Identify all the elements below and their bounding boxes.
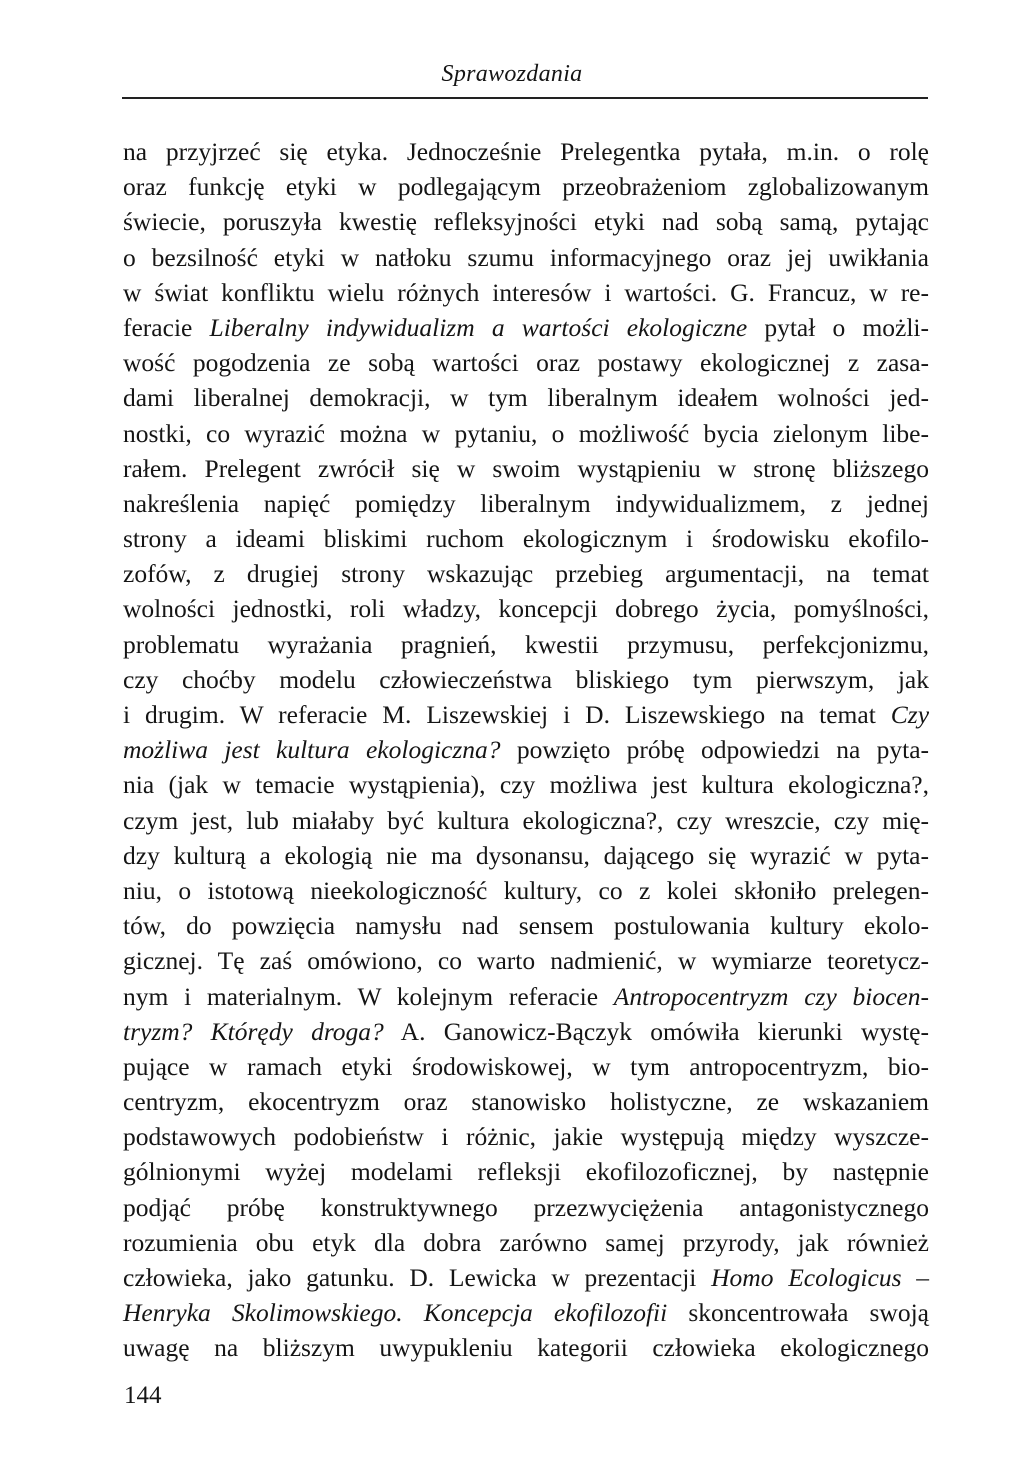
- text-segment: pytał o możli-: [747, 312, 930, 342]
- text-line: [123, 1295, 929, 1330]
- text-segment: oraz funkcję etyki w podlegającym przeobrażeniom zglobalizowanym: [123, 172, 929, 202]
- text-segment: świecie, poruszyła kwestię refleksyjności etyki nad sobą samą, pytając: [123, 207, 929, 237]
- text-line: [123, 1154, 929, 1189]
- text-line: [123, 1190, 929, 1225]
- text-segment: zofów, z drugiej strony wskazując przebieg argumentacji, na temat: [123, 559, 929, 589]
- running-head: Sprawozdania: [441, 61, 583, 87]
- text-line: [123, 1260, 929, 1295]
- text-segment: nia (jak w temacie wystąpienia), czy możliwa jest kultura ekologiczna?,: [123, 770, 929, 800]
- text-line: [123, 1330, 929, 1365]
- text-segment: czym jest, lub miałaby być kultura ekologiczna?, czy wreszcie, czy mię-: [123, 805, 929, 835]
- text-segment: nym i materialnym. W kolejnym referacie: [123, 981, 614, 1011]
- text-line: [123, 979, 929, 1014]
- text-segment: i drugim. W referacie M. Liszewskiej i D. Liszewskiego na temat: [123, 700, 891, 729]
- text-line: [123, 240, 929, 275]
- text-line: [123, 908, 929, 943]
- page-number: 144: [124, 1382, 162, 1409]
- text-segment: na przyjrzeć się etyka. Jednocześnie Prelegentka pytała, m.in. o rolę: [123, 137, 929, 166]
- header-rule: [122, 97, 928, 99]
- text-segment: powzięto próbę odpowiedzi na pyta-: [500, 735, 930, 765]
- text-line: [123, 451, 929, 486]
- italic-title-segment: Homo Ecologicus –: [711, 1263, 929, 1292]
- text-segment: nakreślenia napięć pomiędzy liberalnym indywidualizmem, z jednej: [123, 488, 930, 518]
- text-line: [123, 345, 929, 380]
- text-segment: dami liberalnej demokracji, w tym liberalnym ideałem wolności jed-: [123, 383, 929, 413]
- text-segment: nostki, co wyrazić można w pytaniu, o możliwość bycia zielonym libe-: [123, 418, 929, 448]
- text-segment: podstawowych podobieństw i różnic, jakie występują między wyszcze-: [123, 1122, 929, 1152]
- text-segment: czy choćby modelu człowieczeństwa bliskiego tym pierwszym, jak: [123, 664, 929, 694]
- text-line: [123, 803, 929, 838]
- text-line: [123, 873, 929, 908]
- text-segment: rozumienia obu etyk dla dobra zarówno samej przyrody, jak również: [123, 1227, 930, 1257]
- text-segment: wolności jednostki, roli władzy, koncepcji dobrego życia, pomyślności,: [123, 594, 929, 624]
- text-segment: gicznej. Tę zaś omówiono, co warto nadmienić, w wymiarze teoretycz-: [123, 946, 929, 976]
- text-line: [123, 169, 929, 204]
- text-segment: skoncentrowała swoją: [667, 1298, 930, 1328]
- text-segment: podjąć próbę konstruktywnego przezwyciężenia antagonistycznego: [123, 1192, 929, 1222]
- italic-title-segment: Czy: [890, 700, 930, 729]
- text-segment: centryzm, ekocentryzm oraz stanowisko holistyczne, ze wskazaniem: [123, 1087, 929, 1117]
- text-line: [123, 591, 929, 626]
- text-line: [123, 486, 929, 521]
- text-line: [123, 556, 929, 591]
- italic-title-segment: możliwa jest kultura ekologiczna?: [123, 735, 501, 765]
- text-segment: w świat konfliktu wielu różnych interesów i wartości. G. Francuz, w re-: [123, 277, 929, 307]
- text-segment: uwagę na bliższym uwypukleniu kategorii człowieka ekologicznego: [123, 1333, 929, 1363]
- text-segment: pujące w ramach etyki środowiskowej, w tym antropocentryzm, bio-: [123, 1051, 929, 1081]
- text-segment: rałem. Prelegent zwrócił się w swoim wystąpieniu w stronę bliższego: [123, 453, 929, 483]
- text-line: [123, 1225, 929, 1260]
- text-line: [123, 627, 929, 662]
- text-line: [123, 943, 929, 978]
- text-line: [123, 1049, 929, 1084]
- text-line: [123, 838, 929, 873]
- text-segment: feracie: [123, 312, 210, 342]
- text-line: [123, 275, 929, 310]
- text-line: [123, 310, 929, 345]
- italic-title-segment: tryzm? Którędy droga?: [123, 1016, 384, 1046]
- body-text: [123, 134, 929, 1366]
- text-line: [123, 697, 929, 732]
- text-line: [123, 732, 929, 767]
- text-line: [123, 1119, 929, 1154]
- italic-title-segment: Henryka Skolimowskiego. Koncepcja ekofilozofii: [123, 1298, 668, 1328]
- text-segment: człowieka, jako gatunku. D. Lewicka w prezentacji: [123, 1263, 712, 1292]
- text-segment: o bezsilność etyki w natłoku szumu informacyjnego oraz jej uwikłania: [123, 242, 929, 272]
- text-line: [123, 521, 929, 556]
- text-line: [123, 204, 929, 239]
- text-line: [123, 1084, 929, 1119]
- text-line: [123, 416, 929, 451]
- text-line: [123, 767, 929, 802]
- text-segment: wość pogodzenia ze sobą wartości oraz postawy ekologicznej z zasa-: [123, 348, 929, 378]
- italic-title-segment: Antropocentryzm czy biocen-: [613, 981, 929, 1011]
- text-line: [123, 1014, 929, 1049]
- text-segment: strony a ideami bliskimi ruchom ekologicznym i środowisku ekofilo-: [123, 524, 929, 554]
- text-segment: problematu wyrażania pragnień, kwestii przymusu, perfekcjonizmu,: [123, 629, 929, 659]
- italic-title-segment: Liberalny indywidualizm a wartości ekologiczne: [209, 312, 748, 342]
- text-segment: niu, o istotową nieekologiczność kultury, co z kolei skłoniło prelegen-: [123, 875, 929, 905]
- text-segment: gólnionymi wyżej modelami refleksji ekofilozoficznej, by następnie: [123, 1157, 929, 1187]
- text-segment: tów, do powzięcia namysłu nad sensem postulowania kultury ekolo-: [123, 911, 929, 941]
- text-segment: dzy kulturą a ekologią nie ma dysonansu, dającego się wyrazić w pyta-: [123, 840, 929, 870]
- text-line: [123, 662, 929, 697]
- text-segment: A. Ganowicz-Bączyk omówiła kierunki wystę-: [383, 1016, 929, 1046]
- text-line: [123, 380, 929, 415]
- text-line: [123, 134, 929, 169]
